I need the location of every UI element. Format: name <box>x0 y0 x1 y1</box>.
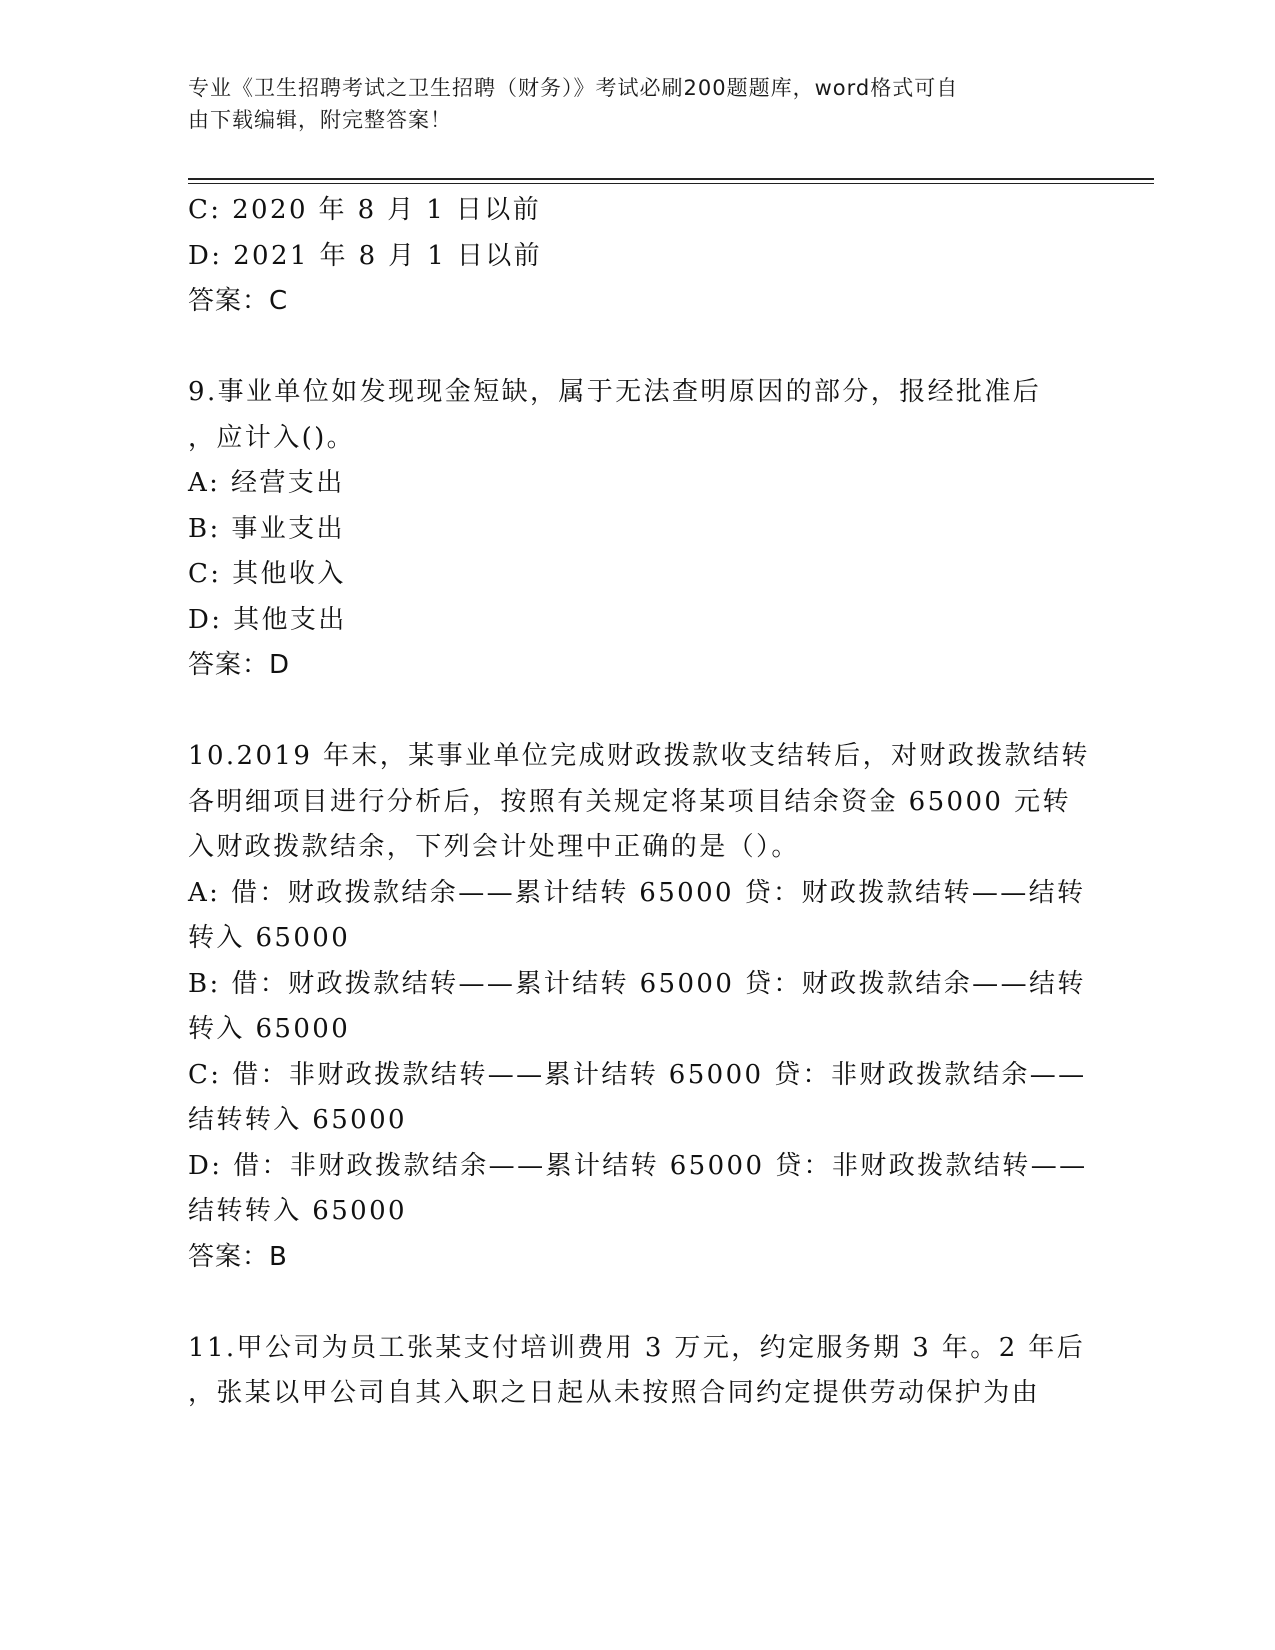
question-stem-continued: ，应计入()。 <box>188 422 356 453</box>
question-stem-continued: 入财政拨款结余，下列会计处理中正确的是（）。 <box>188 832 800 862</box>
option-b: B: 借：财政拨款结转——累计结转 65000 贷：财政拨款结余——结转 <box>188 968 1086 999</box>
option-b: B: 事业支出 <box>188 513 345 544</box>
option-c: C: 借：非财政拨款结转——累计结转 65000 贷：非财政拨款结余—— <box>188 1059 1087 1090</box>
option-d: D: 2021 年 8 月 1 日以前 <box>188 240 543 271</box>
option-d-continued: 结转转入 65000 <box>188 1196 407 1226</box>
question-9 <box>188 370 1088 689</box>
question-stem: 10.2019 年末，某事业单位完成财政拨款收支结转后，对财政拨款结转 <box>188 741 1090 771</box>
header-divider-thin <box>188 183 1154 184</box>
option-a-continued: 转入 65000 <box>188 923 351 953</box>
answer-label: 答案：C <box>188 286 289 316</box>
question-stem: 9.事业单位如发现现金短缺，属于无法查明原因的部分，报经批准后 <box>188 377 1042 407</box>
option-d: D: 其他支出 <box>188 604 347 635</box>
header-title-line2: 由下载编辑，附完整答案！ <box>188 108 452 132</box>
question-8-tail <box>188 188 1088 325</box>
option-a: A: 经营支出 <box>188 468 345 498</box>
question-10 <box>188 734 1088 1280</box>
question-stem-continued: 各明细项目进行分析后，按照有关规定将某项目结余资金 65000 元转 <box>188 786 1071 817</box>
question-stem-continued: ，张某以甲公司自其入职之日起从未按照合同约定提供劳动保护为由 <box>188 1378 1041 1408</box>
answer-label: 答案：B <box>188 1241 288 1272</box>
option-c: C: 2020 年 8 月 1 日以前 <box>188 195 542 225</box>
question-content <box>188 188 1088 1417</box>
page-header <box>188 72 1068 136</box>
header-title-line1: 专业《卫生招聘考试之卫生招聘（财务）》考试必刷200题题库，word格式可自 <box>188 76 959 100</box>
answer-label: 答案：D <box>188 650 291 680</box>
option-c-continued: 结转转入 65000 <box>188 1105 407 1135</box>
option-a: A: 借：财政拨款结余——累计结转 65000 贷：财政拨款结转——结转 <box>188 877 1086 908</box>
option-d: D: 借：非财政拨款结余——累计结转 65000 贷：非财政拨款结转—— <box>188 1150 1088 1181</box>
option-c: C: 其他收入 <box>188 559 346 589</box>
header-divider-thick <box>188 178 1154 180</box>
option-b-continued: 转入 65000 <box>188 1014 351 1044</box>
question-11 <box>188 1326 1088 1417</box>
question-stem: 11.甲公司为员工张某支付培训费用 3 万元，约定服务期 3 年。2 年后 <box>188 1332 1086 1363</box>
